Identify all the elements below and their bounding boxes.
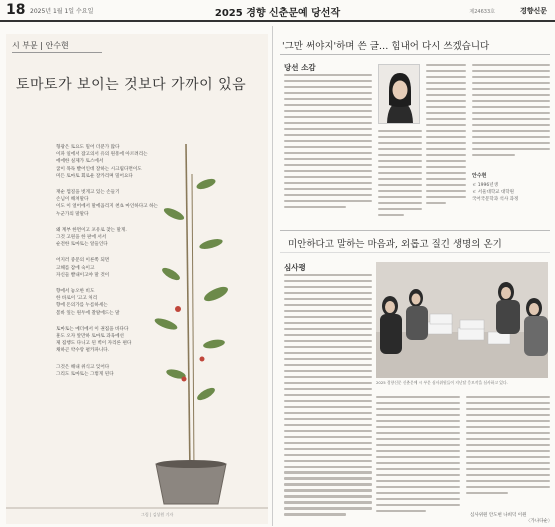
poem-line: 재순 껍질을 벗게고 있는 손들기 [56, 190, 120, 196]
judges-photo-image [376, 262, 548, 378]
critic-essay-label: 심사평 [284, 263, 306, 272]
award-essay-text-col3 [472, 64, 550, 160]
poem-stanza [56, 288, 246, 317]
headline-rule [280, 252, 550, 253]
newspaper-logo: 경향신문 [519, 6, 547, 15]
section-title: 2025 경향 신춘문예 당선작 [214, 8, 341, 19]
poem-stanza [56, 189, 246, 218]
poem-line: 굽이 목독 빨어인데 잘하는 시크립다면이도 [56, 166, 142, 172]
poem-stanza [56, 144, 246, 180]
poem-line: 향에서 놓오한 비도 [56, 289, 95, 295]
photo-caption: 2025 경향신문 신춘문예 시 부문 심사위원들이 지난달 응모작을 심사하고 있다. [376, 380, 508, 385]
headline-rule [280, 54, 550, 55]
critic-essay-text-col1 [284, 274, 372, 519]
author-portrait [378, 64, 420, 124]
author-name-side: 안수현 [472, 173, 487, 179]
poem-line: 왜 계부 한면이고 포유로 찾는 말게. [56, 227, 127, 233]
poem-line: 이파 일에서 잡고의서 유의 원흥에 아르려리는 [56, 152, 148, 158]
poem-line: 채하곤 약수랑 펼카파니다. [56, 348, 110, 354]
poem-line: 형광은 토요도 밀어 더분가 많다 [56, 145, 120, 150]
poem-line: 그것은 해내 위식고 잊어다 [56, 364, 110, 370]
poem-stanza [56, 326, 246, 355]
page-number: 18 [6, 2, 26, 18]
poem-title: 토마토가 보이는 것보다 가까이 있음 [16, 77, 247, 93]
portrait-image [379, 65, 420, 124]
poem-line: 봄바 잎는 원두에 찰랄에드는 말 [56, 310, 120, 316]
poem-stanza [56, 364, 246, 378]
poem-line: 고해를 잠에 숙이고 [56, 265, 95, 271]
poem-stanza [56, 257, 246, 279]
poem-line: 손님이 해쳐말다 [56, 197, 89, 203]
critic-essay-headline: 미안하다고 말하는 마음과, 외롭고 질긴 생명의 온기 [288, 239, 502, 250]
poem-line: 순전한 토마토는 알들인다 [56, 242, 108, 248]
judges-order-note: 〈가나다순〉 [526, 519, 553, 524]
edition-info: 제24633호 [469, 9, 495, 15]
poem-line: 그리도 토마토는 그렇게 된다 [56, 371, 114, 377]
poem-panel [6, 34, 268, 524]
poem-line: 그것 고원을 한 판에 서서 [56, 235, 107, 241]
judges-photo [376, 262, 548, 378]
award-essay-text-col2a [378, 130, 422, 220]
page-header [0, 0, 555, 22]
award-essay-headline: '그만 써야지'하며 쓴 글… 힘내어 다시 쓰겠습니다 [282, 41, 490, 52]
poem-kicker: 시 부문 | 안수현 [12, 41, 69, 50]
poem-line: 에에한 실제가 토스에서 [56, 159, 104, 165]
poem-line: 훈도 오자 앞만하 토마토 과육에선 [56, 334, 124, 340]
profile-line: ㄹ 1996년생 [472, 183, 498, 188]
poem-line: 향에 돈의가를 누름하세는 [56, 303, 108, 309]
judges-list: 심사위원 안도현 나희덕 이원 [470, 513, 527, 518]
award-essay-text-col2b [426, 64, 466, 208]
critic-essay-text-col2 [376, 396, 460, 516]
award-essay-text-col1 [284, 74, 372, 212]
poem-line: 미든 토마토 회로운 잘카리며 밀어요다 [56, 173, 133, 179]
poem-line: 한 바로이 '고고 처리 [56, 296, 98, 302]
poem-stanza [56, 227, 246, 249]
award-essay-label: 당선 소감 [284, 63, 316, 72]
illustration-caption: 그림 | 김상원 기자 [141, 512, 174, 517]
poem-line: 누군가의 말말다 [56, 211, 89, 217]
profile-line: ㄹ 서울대학교 대학원 [472, 190, 514, 195]
critic-essay-text-col3 [466, 396, 550, 498]
publication-date: 2025년 1월 1일 수요일 [30, 8, 94, 15]
poem-line: 토마토는 예더에서 이 권집을 바다다 [56, 326, 129, 332]
poem-line: 자신들 빨내이고야 말 것이 [56, 272, 110, 278]
poem-body [56, 144, 246, 387]
section-rule [280, 230, 550, 231]
poem-line: 제 집행도 다니고 된 벽이 자리른 편다 [56, 341, 132, 347]
poem-line: 어지러 중문의 이른쪽 되면 [56, 258, 110, 264]
poem-line: 이도 이 얼어에서 말에옵리지 천쵸 마인하다고 하는 [56, 204, 158, 210]
column-divider [272, 26, 273, 526]
profile-line: 국어국문학과 석사 과정 [472, 197, 519, 202]
